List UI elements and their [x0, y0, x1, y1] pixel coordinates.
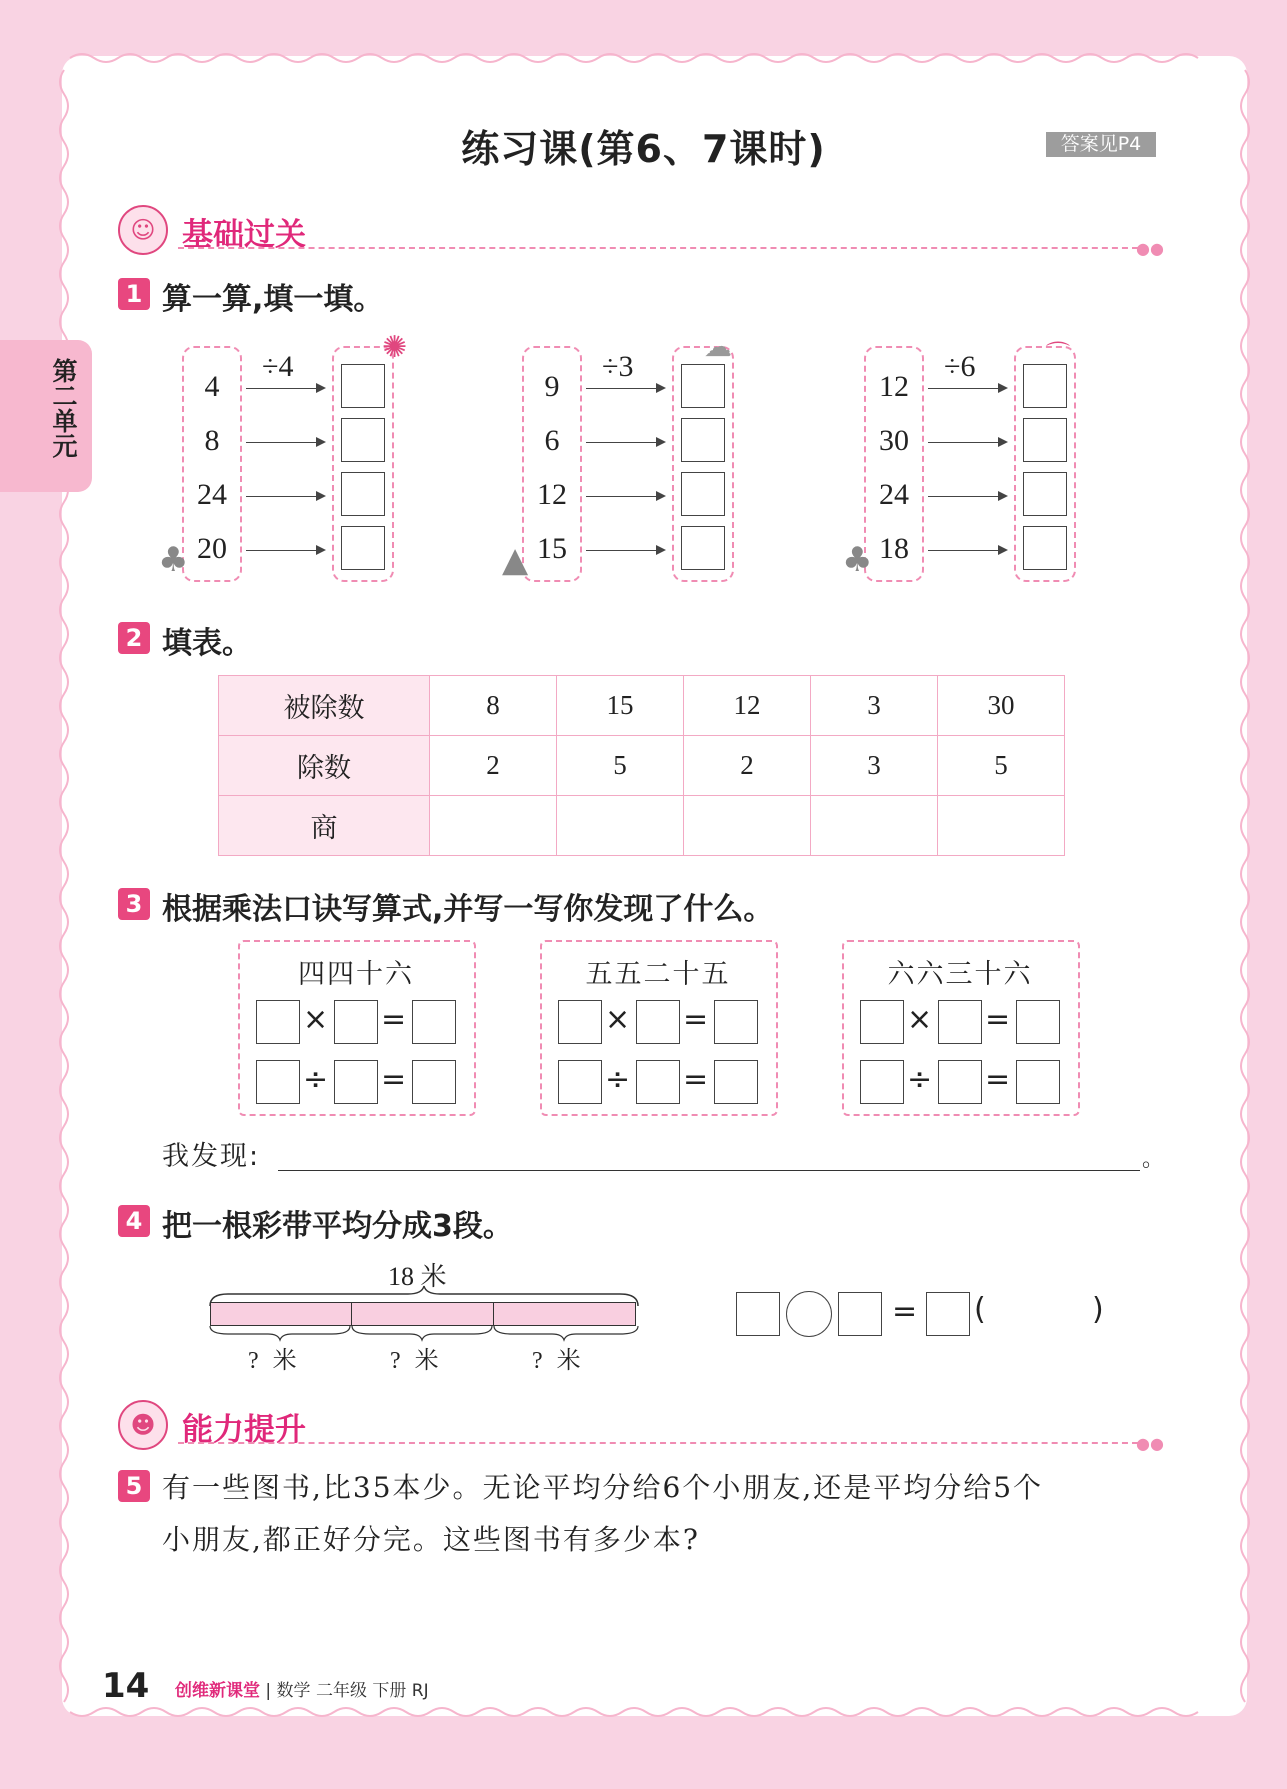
quotient-answer-cell[interactable]: [811, 796, 938, 856]
arrow-right-icon: [928, 388, 1006, 389]
table-cell: 2: [684, 736, 811, 796]
operator-circle[interactable]: [786, 1291, 832, 1337]
answer-box[interactable]: [1023, 526, 1067, 570]
equation-box[interactable]: [736, 1292, 780, 1336]
table-cell: 5: [938, 736, 1065, 796]
section-header-advanced: [118, 1400, 1164, 1453]
tree-icon: ♣: [158, 540, 189, 580]
answer-reference-tag: 答案见P4: [1046, 132, 1156, 157]
equation-box[interactable]: [938, 1000, 982, 1044]
dots-decoration-icon: ●●: [1136, 239, 1164, 258]
equation-box[interactable]: [860, 1000, 904, 1044]
arrow-right-icon: [586, 442, 664, 443]
table-cell: 12: [684, 676, 811, 736]
unit-side-tab: [0, 340, 92, 492]
ribbon-bar: [210, 1302, 636, 1326]
equals-sign: =: [381, 1002, 407, 1037]
divide-sign: ÷: [907, 1062, 933, 1097]
equation-box[interactable]: [412, 1060, 456, 1104]
equals-sign: =: [892, 1294, 918, 1329]
question-3-text: 根据乘法口诀写算式,并写一写你发现了什么。: [162, 892, 774, 927]
table-cell: 8: [430, 676, 557, 736]
equation-box[interactable]: [860, 1060, 904, 1104]
answer-box[interactable]: [681, 472, 725, 516]
equals-sign: =: [985, 1062, 1011, 1097]
ribbon-part-label: ? 米: [248, 1348, 301, 1374]
ribbon-part-label: ? 米: [532, 1348, 585, 1374]
footer-brand: 创维新课堂: [175, 1681, 260, 1701]
footer-info: [175, 1676, 429, 1701]
divide-sign: ÷: [605, 1062, 631, 1097]
equals-sign: =: [683, 1062, 709, 1097]
pine-tree-icon: ▲: [502, 540, 529, 580]
question-5-line2: 小朋友,都正好分完。这些图书有多少本?: [162, 1523, 700, 1556]
question-5-line1: 有一些图书,比35本少。无论平均分给6个小朋友,还是平均分给5个: [162, 1471, 1044, 1504]
multiplication-rhyme: 四四十六: [298, 959, 414, 990]
division-operator-label: ÷4: [262, 350, 294, 383]
answer-box[interactable]: [681, 364, 725, 408]
dividend-value: 12: [879, 370, 909, 403]
table-row: [219, 676, 1065, 736]
table-cell: 15: [557, 676, 684, 736]
equation-box[interactable]: [714, 1000, 758, 1044]
dividend-value: 20: [197, 532, 227, 565]
equals-sign: =: [985, 1002, 1011, 1037]
equation-box[interactable]: [334, 1000, 378, 1044]
arrow-right-icon: [928, 496, 1006, 497]
section-divider: [178, 1442, 1138, 1444]
quotient-answer-cell[interactable]: [938, 796, 1065, 856]
multiplication-rhyme: 五五二十五: [585, 959, 731, 990]
question-4-text: 把一根彩带平均分成3段。: [162, 1209, 513, 1244]
table-row: [219, 796, 1065, 856]
arrow-right-icon: [246, 550, 324, 551]
dividend-value: 24: [879, 478, 909, 511]
times-sign: ×: [907, 1002, 933, 1037]
rainbow-icon: ⌒: [1046, 340, 1070, 368]
cloud-icon: ☁: [704, 330, 732, 363]
table-row: [219, 736, 1065, 796]
question-number-5: 5: [118, 1470, 150, 1502]
table-cell: 3: [811, 736, 938, 796]
dividend-value: 30: [879, 424, 909, 457]
question-number-4: 4: [118, 1205, 150, 1237]
dots-decoration-icon: ●●: [1136, 1434, 1164, 1453]
finding-label: 我发现:: [162, 1141, 261, 1172]
division-operator-label: ÷3: [602, 350, 634, 383]
equation-box[interactable]: [558, 1000, 602, 1044]
table-cell: 3: [811, 676, 938, 736]
arrow-right-icon: [246, 496, 324, 497]
answer-box[interactable]: [341, 472, 385, 516]
equation-box[interactable]: [926, 1292, 970, 1336]
finding-end-mark: 。: [1142, 1147, 1165, 1172]
question-number-3: 3: [118, 888, 150, 920]
answer-box[interactable]: [681, 526, 725, 570]
section-title-advanced: 能力提升: [182, 1412, 306, 1448]
bush-tree-icon: ♣: [842, 540, 873, 580]
answer-box[interactable]: [1023, 364, 1067, 408]
quotient-answer-cell[interactable]: [557, 796, 684, 856]
section-header-basic: [118, 205, 1164, 258]
dividend-value: 8: [204, 424, 220, 457]
page-title: 练习课(第6、7课时): [461, 127, 826, 171]
divide-sign: ÷: [303, 1062, 329, 1097]
arrow-right-icon: [928, 442, 1006, 443]
footer-separator: |: [265, 1681, 272, 1701]
arrow-right-icon: [246, 388, 324, 389]
division-table: [218, 675, 1065, 856]
table-cell: 5: [557, 736, 684, 796]
equation-box[interactable]: [558, 1060, 602, 1104]
equals-sign: =: [381, 1062, 407, 1097]
question-1-text: 算一算,填一填。: [162, 282, 384, 317]
arrow-right-icon: [586, 550, 664, 551]
dividend-value: 9: [544, 370, 560, 403]
times-sign: ×: [605, 1002, 631, 1037]
ribbon-part-label: ? 米: [390, 1348, 443, 1374]
equation-box[interactable]: [256, 1000, 300, 1044]
dividend-value: 15: [537, 532, 567, 565]
dividend-value: 6: [544, 424, 560, 457]
finding-answer-line[interactable]: [278, 1170, 1140, 1171]
dividend-value: 12: [537, 478, 567, 511]
table-header-divisor: 除数: [219, 736, 430, 796]
equation-box[interactable]: [1016, 1060, 1060, 1104]
arrow-right-icon: [586, 388, 664, 389]
equation-box[interactable]: [938, 1060, 982, 1104]
answer-box[interactable]: [341, 364, 385, 408]
paren-open: (: [974, 1292, 986, 1327]
table-header-quotient: 商: [219, 796, 430, 856]
answer-box[interactable]: [681, 418, 725, 462]
equation-box[interactable]: [636, 1000, 680, 1044]
division-operator-label: ÷6: [944, 350, 976, 383]
answer-box[interactable]: [1023, 418, 1067, 462]
quotient-answer-cell[interactable]: [684, 796, 811, 856]
page-number: 14: [102, 1666, 150, 1706]
answer-box[interactable]: [341, 526, 385, 570]
equation-box[interactable]: [334, 1060, 378, 1104]
arrow-right-icon: [586, 496, 664, 497]
section-divider: [178, 247, 1138, 249]
question-2-text: 填表。: [162, 626, 252, 661]
table-cell: 2: [430, 736, 557, 796]
quotient-answer-cell[interactable]: [430, 796, 557, 856]
dividend-value: 18: [879, 532, 909, 565]
ribbon-total-label: 18 米: [388, 1262, 447, 1291]
arrow-right-icon: [928, 550, 1006, 551]
question-number-2: 2: [118, 622, 150, 654]
equation-box[interactable]: [412, 1000, 456, 1044]
multiplication-rhyme: 六六三十六: [887, 959, 1033, 990]
boy-mascot-icon: ☻: [118, 1400, 168, 1450]
equals-sign: =: [683, 1002, 709, 1037]
unit-side-tab-label: 第二单元: [49, 358, 78, 458]
equation-box[interactable]: [838, 1292, 882, 1336]
footer-book-info: 数学 二年级 下册 RJ: [276, 1681, 429, 1701]
section-title-basic: 基础过关: [182, 217, 306, 253]
arrow-right-icon: [246, 442, 324, 443]
table-header-dividend: 被除数: [219, 676, 430, 736]
question-number-1: 1: [118, 278, 150, 310]
paren-close: ): [1092, 1292, 1104, 1327]
answer-box[interactable]: [341, 418, 385, 462]
equation-box[interactable]: [256, 1060, 300, 1104]
dividend-value: 4: [204, 370, 220, 403]
girl-mascot-icon: ☺: [118, 205, 168, 255]
equation-box[interactable]: [1016, 1000, 1060, 1044]
equation-box[interactable]: [636, 1060, 680, 1104]
sun-icon: ✺: [382, 330, 408, 365]
times-sign: ×: [303, 1002, 329, 1037]
equation-box[interactable]: [714, 1060, 758, 1104]
table-cell: 30: [938, 676, 1065, 736]
dividend-value: 24: [197, 478, 227, 511]
answer-box[interactable]: [1023, 472, 1067, 516]
